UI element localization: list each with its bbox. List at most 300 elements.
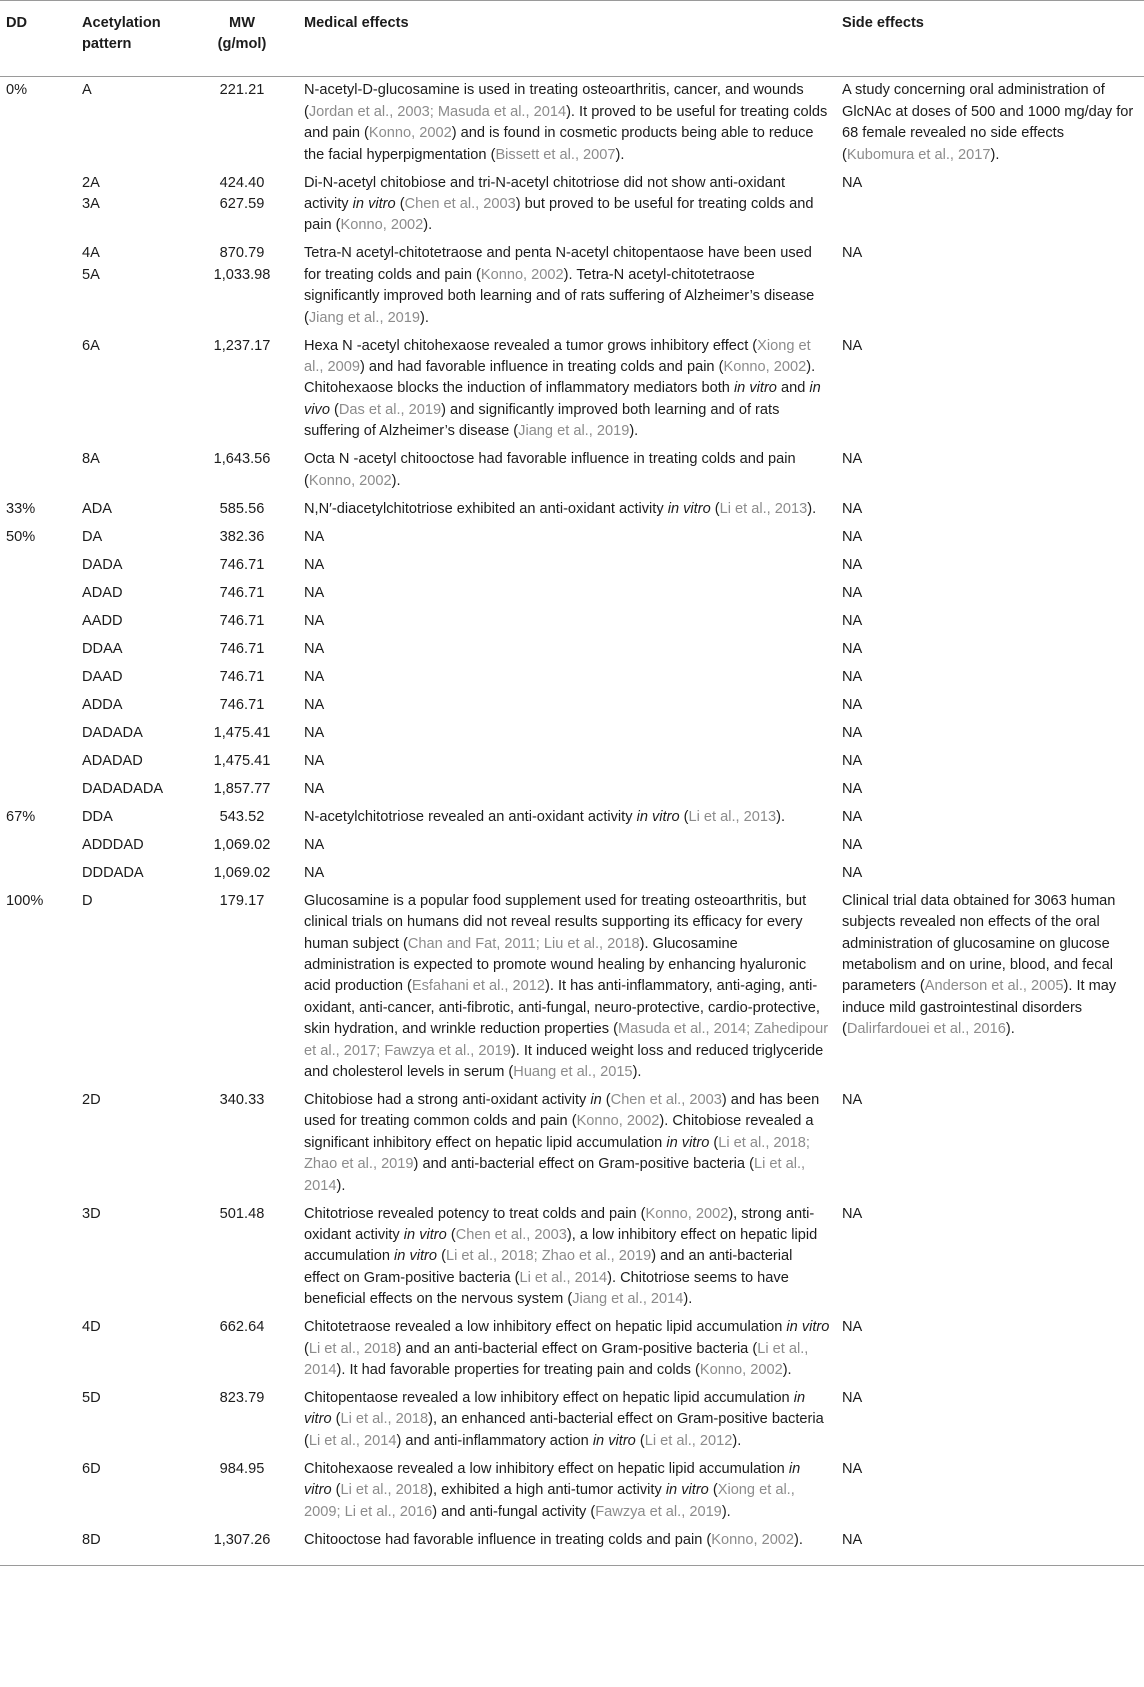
citation-link[interactable]: Kubomura et al., 2017 <box>846 146 991 163</box>
medical-effects-cell <box>298 76 836 169</box>
text-segment: NA <box>842 640 863 657</box>
italic-term: in vitro <box>403 1226 447 1243</box>
header-mw-line-2: (g/mol) <box>217 36 267 53</box>
dd-cell: 50% <box>6 528 36 545</box>
table-row <box>0 1526 1144 1566</box>
citation-link[interactable]: Konno, 2002 <box>308 472 392 489</box>
mw-value: 585.56 <box>219 500 265 517</box>
mw-value: 1,857.77 <box>213 780 271 797</box>
citation-link[interactable]: Chen et al., 2003 <box>404 196 516 213</box>
citation-link[interactable]: Konno, 2002 <box>645 1205 729 1222</box>
text-segment: ). It proved to be useful for treating colds and pain ( <box>304 103 828 142</box>
medical-effects-cell <box>298 663 836 691</box>
mw-cell <box>186 1455 298 1526</box>
pattern-value: 3D <box>82 1205 101 1222</box>
text-segment: NA <box>304 780 325 797</box>
italic-term: in vitro <box>636 808 680 825</box>
medical-effects-cell <box>298 1086 836 1200</box>
text-segment: NA <box>842 780 863 797</box>
pattern-value: 4A <box>82 245 100 262</box>
text-segment: NA <box>842 864 863 881</box>
mw-value: 746.71 <box>219 668 265 685</box>
pattern-value: ADDA <box>82 696 123 713</box>
italic-term: in vitro <box>304 1460 801 1499</box>
citation-link[interactable]: Li et al., 2018 <box>340 1411 429 1428</box>
italic-term: in vitro <box>394 1248 438 1265</box>
dd-cell <box>0 551 76 579</box>
citation-link[interactable]: Li et al., 2014 <box>519 1269 608 1286</box>
pattern-value: A <box>82 82 92 99</box>
medical-effects-cell <box>298 332 836 446</box>
pattern-value: DDDADA <box>82 864 144 881</box>
text-segment: ). <box>683 1291 693 1308</box>
citation-link[interactable]: Esfahani et al., 2012 <box>411 978 545 995</box>
dd-cell <box>0 1086 76 1200</box>
mw-value: 1,069.02 <box>213 864 271 881</box>
mw-cell <box>186 446 298 495</box>
side-effects-cell <box>836 747 1144 775</box>
citation-link[interactable]: Masuda et al., 2014; Zahedipour et al., 2017; Fawzya et al., 2019 <box>304 1021 829 1059</box>
acetylation-pattern-cell <box>76 332 186 446</box>
pattern-value: ADADAD <box>82 752 143 769</box>
medical-effects-cell <box>298 446 836 495</box>
dd-cell <box>0 1384 76 1455</box>
text-segment: ) and anti-bacterial effect on Gram-positive bacteria ( <box>413 1156 754 1173</box>
acetylation-pattern-cell <box>76 1086 186 1200</box>
table-row <box>0 1384 1144 1455</box>
text-segment: ) and had favorable influence in treating colds and pain ( <box>360 359 724 376</box>
italic-term: in vitro <box>786 1319 830 1336</box>
text-segment: Octa N -acetyl chitooctose had favorable influence in treating colds and pain ( <box>304 451 796 489</box>
mw-cell <box>186 719 298 747</box>
side-effects-cell <box>836 635 1144 663</box>
header-dd: DD <box>0 1 76 77</box>
citation-link[interactable]: Li et al., 2018; Zhao et al., 2019 <box>445 1248 652 1265</box>
table-header <box>0 1 1144 77</box>
text-segment: ). Tetra-N acetyl-chitotetraose significantly improved both learning and of rats suffering of Alzheimer’s disease ( <box>304 266 815 326</box>
header-medical-effects: Medical effects <box>298 1 836 77</box>
pattern-value: DDA <box>82 808 113 825</box>
text-segment: ). <box>807 500 817 517</box>
citation-link[interactable]: Dalirfardouei et al., 2016 <box>846 1021 1006 1038</box>
mw-cell <box>186 607 298 635</box>
pattern-value: DADADADA <box>82 780 164 797</box>
dd-cell <box>0 831 76 859</box>
citation-link[interactable]: Anderson et al., 2005 <box>924 978 1064 995</box>
mw-value: 1,069.02 <box>213 836 271 853</box>
table-row <box>0 1086 1144 1200</box>
text-segment: Hexa N -acetyl chitohexaose revealed a tumor grows inhibitory effect ( <box>304 337 758 354</box>
table-row <box>0 1455 1144 1526</box>
acetylation-pattern-cell <box>76 1314 186 1385</box>
text-segment: Glucosamine is a popular food supplement used for treating osteoarthritis, but clinical trials on humans did not reveal results supporting its efficacy for every human subject ( <box>304 892 807 952</box>
dd-cell <box>0 859 76 887</box>
text-segment: ), exhibited a high anti-tumor activity <box>428 1482 666 1499</box>
side-effects-cell <box>836 607 1144 635</box>
side-effects-cell <box>836 579 1144 607</box>
text-segment: ( <box>601 1091 611 1108</box>
side-effects-cell <box>836 803 1144 831</box>
citation-link[interactable]: Chen et al., 2003 <box>455 1226 567 1243</box>
text-segment: A study concerning oral administration of GlcNAc at doses of 500 and 1000 mg/day for 68 female revealed no side effects ( <box>842 82 1134 163</box>
acetylation-pattern-cell <box>76 803 186 831</box>
text-segment: NA <box>304 556 325 573</box>
header-pattern-line-1: Acetylation <box>82 15 161 31</box>
side-effects-cell <box>836 1455 1144 1526</box>
text-segment: ) and has been used for treating common colds and pain ( <box>304 1091 820 1130</box>
mw-value: 382.36 <box>219 528 265 545</box>
medical-effects-cell <box>298 1314 836 1385</box>
acetylation-pattern-cell <box>76 831 186 859</box>
acetylation-pattern-cell <box>76 495 186 523</box>
citation-link[interactable]: Li et al., 2014 <box>304 1340 809 1378</box>
italic-term: in <box>590 1091 602 1108</box>
italic-term: in vitro <box>733 380 777 397</box>
table-row <box>0 607 1144 635</box>
text-segment: NA <box>842 1531 863 1548</box>
side-effects-cell <box>836 775 1144 803</box>
acetylation-pattern-cell <box>76 775 186 803</box>
mw-value: 984.95 <box>219 1460 265 1477</box>
citation-link[interactable]: Chan and Fat, 2011; Liu et al., 2018 <box>407 935 640 952</box>
text-segment: ). <box>423 217 433 234</box>
table-row <box>0 859 1144 887</box>
citation-link[interactable]: Konno, 2002 <box>340 217 424 234</box>
text-segment: ). <box>782 1362 792 1378</box>
text-segment: ). Glucosamine administration is expected to promote wound healing by enhancing hyaluronic acid production ( <box>304 935 807 995</box>
text-segment: ( <box>395 196 405 213</box>
italic-term: in vitro <box>666 1134 710 1151</box>
italic-term: in vivo <box>304 380 821 418</box>
citation-link[interactable]: Li et al., 2014 <box>308 1432 397 1449</box>
mw-cell <box>186 332 298 446</box>
pattern-value: 6D <box>82 1460 101 1477</box>
side-effects-cell <box>836 831 1144 859</box>
pattern-value: ADA <box>82 500 113 517</box>
table-row <box>0 332 1144 446</box>
pattern-value: AADD <box>82 612 123 629</box>
acetylation-pattern-cell <box>76 523 186 551</box>
mw-cell <box>186 1314 298 1385</box>
acetylation-pattern-cell <box>76 551 186 579</box>
dd-cell <box>0 1455 76 1526</box>
side-effects-cell <box>836 1086 1144 1200</box>
dd-cell <box>0 719 76 747</box>
text-segment: NA <box>842 528 863 545</box>
text-segment: NA <box>304 584 325 601</box>
table-row <box>0 523 1144 551</box>
mw-value: 1,475.41 <box>213 752 271 769</box>
medical-effects-cell <box>298 1384 836 1455</box>
citation-link[interactable]: Konno, 2002 <box>576 1113 660 1130</box>
mw-value: 746.71 <box>219 640 265 657</box>
text-segment: NA <box>842 668 863 685</box>
text-segment: ). <box>990 146 1000 163</box>
table-row <box>0 551 1144 579</box>
text-segment: ( <box>304 1340 309 1357</box>
mw-cell <box>186 887 298 1086</box>
citation-link[interactable]: Konno, 2002 <box>368 125 452 142</box>
medical-effects-cell <box>298 551 836 579</box>
mw-cell <box>186 859 298 887</box>
mw-cell <box>186 240 298 332</box>
medical-effects-cell <box>298 607 836 635</box>
table-row <box>0 775 1144 803</box>
text-segment: ). Chitobiose revealed a significant inhibitory effect on hepatic lipid accumulation <box>304 1113 814 1151</box>
side-effects-cell <box>836 719 1144 747</box>
acetylation-pattern-cell <box>76 887 186 1086</box>
side-effects-cell <box>836 240 1144 332</box>
text-segment: ( <box>635 1432 645 1449</box>
text-segment: NA <box>304 752 325 769</box>
side-effects-cell <box>836 169 1144 240</box>
text-segment: ). Chitotriose seems to have beneficial effects on the nervous system ( <box>304 1269 789 1308</box>
citation-link[interactable]: Jiang et al., 2014 <box>572 1291 684 1308</box>
text-segment: ). <box>336 1177 346 1194</box>
citation-link[interactable]: Konno, 2002 <box>711 1531 795 1548</box>
dd-cell <box>0 663 76 691</box>
dd-cell <box>0 691 76 719</box>
mw-value: 746.71 <box>219 612 265 629</box>
pattern-value: DA <box>82 528 103 545</box>
text-segment: NA <box>842 1460 863 1477</box>
pattern-value: 6A <box>82 337 100 354</box>
text-segment: NA <box>842 1319 863 1336</box>
text-segment: ). <box>615 146 625 163</box>
citation-link[interactable]: Chen et al., 2003 <box>610 1091 722 1108</box>
mw-cell <box>186 803 298 831</box>
citation-link[interactable]: Fawzya et al., 2019 <box>595 1503 722 1520</box>
medical-effects-cell <box>298 719 836 747</box>
acetylation-pattern-cell <box>76 607 186 635</box>
table-row <box>0 1200 1144 1314</box>
citation-link[interactable]: Xiong et al., 2009 <box>304 337 811 376</box>
dd-cell <box>0 240 76 332</box>
text-segment: NA <box>842 245 863 262</box>
citation-link[interactable]: Jordan et al., 2003; Masuda et al., 2014 <box>308 103 567 120</box>
medical-effects-cell <box>298 1455 836 1526</box>
text-segment: NA <box>304 696 325 713</box>
text-segment: ( <box>708 1482 718 1499</box>
text-segment: ). <box>794 1531 803 1548</box>
text-segment: NA <box>842 584 863 601</box>
pattern-value: 8D <box>82 1531 101 1548</box>
text-segment: NA <box>842 174 863 191</box>
citation-link[interactable]: Das et al., 2019 <box>338 401 442 418</box>
table-row <box>0 635 1144 663</box>
citation-link[interactable]: Li et al., 2012 <box>644 1432 733 1449</box>
text-segment: NA <box>842 500 863 517</box>
text-segment: ). <box>732 1432 742 1449</box>
text-segment: ). <box>632 1063 642 1080</box>
text-segment: NA <box>304 612 325 629</box>
citation-link[interactable]: Xiong et al., 2009; Li et al., 2016 <box>304 1482 795 1520</box>
pattern-value: 2D <box>82 1091 101 1108</box>
text-segment: ( <box>710 500 720 517</box>
text-segment: ). It may induce mild gastrointestinal disorders ( <box>842 978 1117 1038</box>
text-segment: Clinical trial data obtained for 3063 human subjects revealed non effects of the oral administration of glucosamine on glucose metabolism and on urine, blood, and fecal parameters ( <box>842 892 1116 995</box>
medical-effects-cell <box>298 887 836 1086</box>
citation-link[interactable]: Konno, 2002 <box>723 359 807 376</box>
text-segment: NA <box>842 1091 863 1108</box>
text-segment: ). <box>1005 1021 1015 1038</box>
text-segment: Tetra-N acetyl-chitotetraose and penta N-acetyl chitopentaose have been used for treating colds and pain ( <box>304 245 812 283</box>
medical-effects-cell <box>298 169 836 240</box>
pattern-value: DAAD <box>82 668 123 685</box>
text-segment: Chitotetraose revealed a low inhibitory effect on hepatic lipid accumulation <box>304 1319 787 1336</box>
text-segment: Chitohexaose revealed a low inhibitory effect on hepatic lipid accumulation <box>304 1460 789 1477</box>
acetylation-pattern-cell <box>76 76 186 169</box>
citation-link[interactable]: Konno, 2002 <box>480 266 564 283</box>
side-effects-cell <box>836 1526 1144 1566</box>
citation-link[interactable]: Li et al., 2018 <box>308 1340 397 1357</box>
dd-cell: 0% <box>6 82 28 99</box>
medical-effects-cell <box>298 747 836 775</box>
medical-effects-cell <box>298 240 836 332</box>
text-segment: ) and significantly improved both learning and of rats suffering of Alzheimer’s disease ( <box>304 401 780 440</box>
acetylation-pattern-cell <box>76 1526 186 1566</box>
side-effects-cell <box>836 495 1144 523</box>
text-segment: NA <box>842 696 863 713</box>
medical-effects-cell <box>298 1526 836 1566</box>
pattern-value: 5D <box>82 1390 101 1406</box>
table-row <box>0 719 1144 747</box>
text-segment: NA <box>842 556 863 573</box>
citation-link[interactable]: Bissett et al., 2007 <box>495 146 616 163</box>
acetylation-pattern-cell <box>76 663 186 691</box>
text-segment: ( <box>437 1248 446 1265</box>
text-segment: Di-N-acetyl chitobiose and tri-N-acetyl chitotriose did not show anti-oxidant activity <box>304 174 785 213</box>
side-effects-cell <box>836 446 1144 495</box>
acetylation-pattern-cell <box>76 1455 186 1526</box>
dd-cell: 67% <box>6 808 36 825</box>
text-segment: Chitopentaose revealed a low inhibitory effect on hepatic lipid accumulation <box>304 1390 794 1406</box>
table-body <box>0 76 1144 1565</box>
acetylation-pattern-cell <box>76 240 186 332</box>
dd-cell <box>0 607 76 635</box>
citation-link[interactable]: Li et al., 2018 <box>340 1482 429 1499</box>
text-segment: Chitooctose had favorable influence in treating colds and pain ( <box>304 1531 712 1548</box>
mw-cell <box>186 495 298 523</box>
text-segment: ) and anti-inflammatory action <box>396 1432 593 1449</box>
text-segment: ). <box>629 423 639 440</box>
mw-value: 543.52 <box>219 808 265 825</box>
text-segment: ). <box>776 808 786 825</box>
mw-value: 823.79 <box>219 1390 265 1406</box>
mw-cell <box>186 523 298 551</box>
dd-cell <box>0 169 76 240</box>
table-row <box>0 803 1144 831</box>
italic-term: in vitro <box>304 1390 806 1428</box>
text-segment: NA <box>842 752 863 769</box>
text-segment: ( <box>331 1482 341 1499</box>
text-segment: ( <box>329 401 339 418</box>
medical-effects-cell <box>298 859 836 887</box>
mw-value: 424.40 <box>219 174 265 191</box>
acetylation-pattern-cell <box>76 691 186 719</box>
italic-term: in vitro <box>352 196 396 213</box>
text-segment: NA <box>304 668 325 685</box>
medical-effects-cell <box>298 803 836 831</box>
text-segment: NA <box>842 451 863 468</box>
text-segment: ). <box>391 472 401 489</box>
table-row <box>0 831 1144 859</box>
pattern-value: ADAD <box>82 584 123 601</box>
mw-value: 179.17 <box>219 892 265 909</box>
mw-value: 340.33 <box>219 1091 265 1108</box>
mw-cell <box>186 551 298 579</box>
mw-cell <box>186 1086 298 1200</box>
pattern-value: DDAA <box>82 640 123 657</box>
acetylation-pattern-cell <box>76 1384 186 1455</box>
pattern-value: 8A <box>82 451 100 468</box>
citation-link[interactable]: Konno, 2002 <box>699 1362 783 1378</box>
text-segment: ). Chitohexaose blocks the induction of inflammatory mediators both <box>304 359 816 397</box>
header-acetylation-pattern <box>76 1 186 77</box>
mw-cell <box>186 1526 298 1566</box>
text-segment: ) and anti-fungal activity ( <box>432 1503 596 1520</box>
citation-link[interactable]: Li et al., 2018; Zhao et al., 2019 <box>304 1134 810 1173</box>
text-segment: NA <box>304 724 325 741</box>
medical-effects-cell <box>298 831 836 859</box>
pattern-value: 5A <box>82 266 100 283</box>
table-row <box>0 887 1144 1086</box>
pattern-value: DADA <box>82 556 123 573</box>
side-effects-cell <box>836 887 1144 1086</box>
mw-value: 746.71 <box>219 584 265 601</box>
text-segment: ). <box>721 1503 731 1520</box>
citation-link[interactable]: Jiang et al., 2019 <box>518 423 630 440</box>
mw-cell <box>186 1384 298 1455</box>
acetylation-pattern-cell <box>76 1200 186 1314</box>
dd-cell <box>0 1314 76 1385</box>
text-segment: ( <box>331 1411 341 1428</box>
header-mw-line-1: MW <box>229 15 255 31</box>
text-segment: ). It induced weight loss and reduced triglyceride and cholesterol levels in serum ( <box>304 1042 824 1080</box>
mw-cell <box>186 663 298 691</box>
mw-value: 746.71 <box>219 556 265 573</box>
text-segment: Chitobiose had a strong anti-oxidant activity <box>304 1091 591 1108</box>
dd-cell <box>0 747 76 775</box>
text-segment: NA <box>842 808 863 825</box>
text-segment: NA <box>304 864 325 881</box>
mw-value: 221.21 <box>219 82 265 99</box>
text-segment: NA <box>842 337 863 354</box>
header-pattern-line-2: pattern <box>82 36 132 53</box>
citation-link[interactable]: Jiang et al., 2019 <box>308 309 421 326</box>
side-effects-cell <box>836 551 1144 579</box>
acetylation-pattern-cell <box>76 579 186 607</box>
table-row <box>0 446 1144 495</box>
citation-link[interactable]: Huang et al., 2015 <box>513 1063 633 1080</box>
citation-link[interactable]: Li et al., 2013 <box>688 808 777 825</box>
dd-cell <box>0 635 76 663</box>
italic-term: in vitro <box>667 500 711 517</box>
mw-value: 1,033.98 <box>213 266 271 283</box>
dd-cell <box>0 1526 76 1566</box>
table-row <box>0 169 1144 240</box>
text-segment: ) and is found in cosmetic products being able to reduce the facial hyperpigmentation ( <box>304 125 814 163</box>
text-segment: ), strong anti-oxidant activity <box>304 1205 815 1243</box>
mw-cell <box>186 635 298 663</box>
dd-cell <box>0 579 76 607</box>
text-segment: NA <box>304 640 325 657</box>
mw-value: 1,307.26 <box>213 1531 271 1548</box>
dd-cell <box>0 775 76 803</box>
citation-link[interactable]: Li et al., 2014 <box>304 1156 806 1194</box>
citation-link[interactable]: Li et al., 2013 <box>719 500 808 517</box>
mw-value: 1,643.56 <box>213 451 271 468</box>
